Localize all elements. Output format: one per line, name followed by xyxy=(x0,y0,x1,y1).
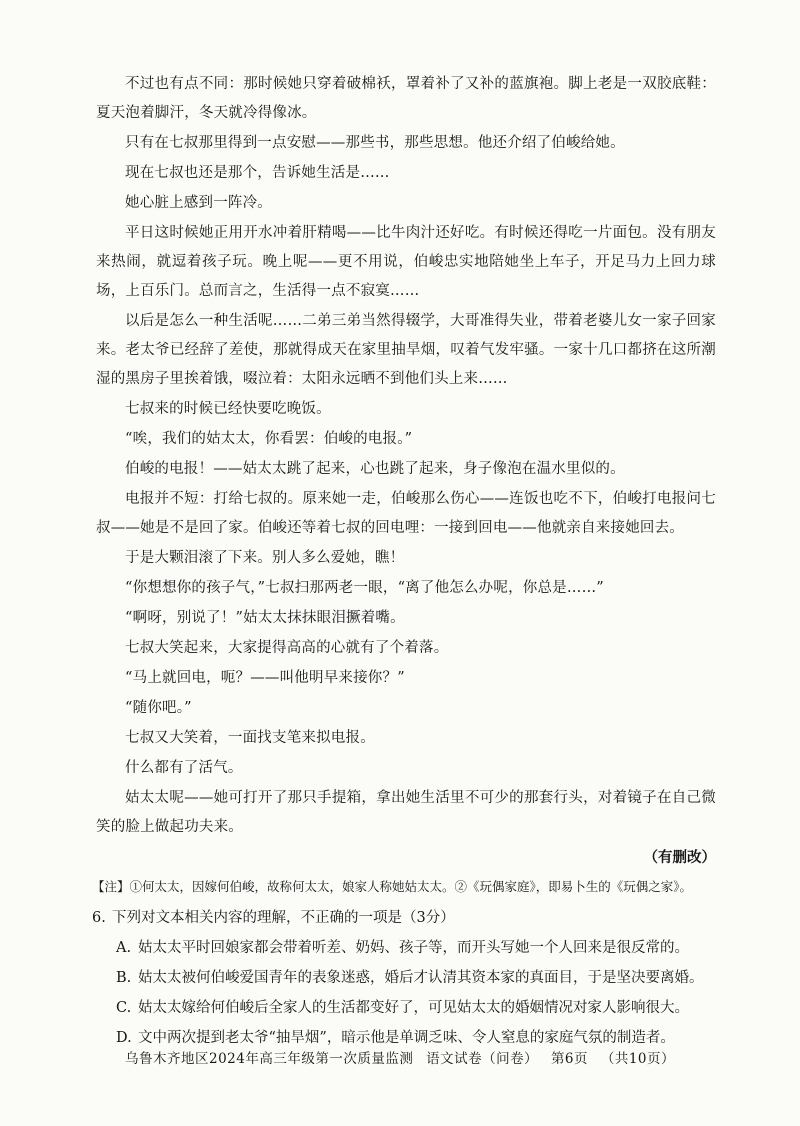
option-text: 姑太太被何伯峻爱国青年的表象迷惑，婚后才认清其资本家的真面目，于是坚决要离婚。 xyxy=(138,970,704,986)
reading-passage xyxy=(92,70,716,1053)
option-a[interactable] xyxy=(96,933,716,963)
paragraph: “唉，我们的姑太太，你看罢：伯峻的电报。” xyxy=(125,431,413,447)
paragraph: 姑太太呢——她可打开了那只手提箱，拿出她生活里不可少的那套行头，对着镜子在自己微笑的脸上做起功夫来。 xyxy=(96,790,716,835)
paper-name: 语文试卷（问卷） xyxy=(426,1051,539,1067)
paragraph: 平日这时候她正用开水冲着肝精喝——比牛肉汁还好吃。有时候还得吃一片面包。没有朋友来热闹，就逗着孩子玩。晚上呢——更不用说，伯峻忠实地陪她坐上车子，开足马力上回力球场，上百乐门。总而言之，生活得一点不寂寞…… xyxy=(96,225,716,299)
paragraph: 伯峻的电报！——姑太太跳了起来，心也跳了起来，身子像泡在温水里似的。 xyxy=(125,461,625,477)
paragraph: 现在七叔也还是那个，告诉她生活是…… xyxy=(125,165,390,181)
paragraph: 电报并不短：打给七叔的。原来她一走，伯峻那么伤心——连饭也吃不下，伯峻打电报问七叔——她是不是回了家。伯峻还等着七叔的回电哩：一接到回电——他就亲自来接她回去。 xyxy=(96,491,716,536)
option-letter: D. xyxy=(116,1030,132,1046)
annotation: 【注】①何太太，因嫁何伯峻，故称何太太，娘家人称她姑太太。②《玩偶家庭》，即易卜生的《玩偶之家》。 xyxy=(92,879,693,894)
option-b[interactable] xyxy=(96,963,716,993)
option-c[interactable] xyxy=(96,993,716,1023)
paragraph: 她心脏上感到一阵冷。 xyxy=(125,195,272,211)
option-letter: A. xyxy=(116,940,132,956)
source-note: （有删改） xyxy=(643,849,716,866)
paragraph: “随你吧。” xyxy=(125,700,192,716)
option-text: 姑太太嫁给何伯峻后全家人的生活都变好了，可见姑太太的婚姻情况对家人影响很大。 xyxy=(138,1000,689,1016)
page-number: 第6页 xyxy=(550,1051,589,1067)
question-stem xyxy=(92,903,716,933)
option-text: 姑太太平时回娘家都会带着听差、奶妈、孩子等，而开头写她一个人回来是很反常的。 xyxy=(138,940,689,956)
paragraph: 七叔来的时候已经快要吃晚饭。 xyxy=(125,401,331,417)
paragraph: 七叔大笑起来，大家提得高高的心就有了个着落。 xyxy=(125,640,449,656)
page-total: （共10页） xyxy=(600,1051,676,1067)
question-number: 6. xyxy=(92,910,106,926)
paragraph: 什么都有了活气。 xyxy=(125,760,243,776)
exam-title: 乌鲁木齐地区2024年高三年级第一次质量监测 xyxy=(124,1051,414,1067)
paragraph: 于是大颗泪滚了下来。别人多么爱她，瞧！ xyxy=(125,550,405,566)
option-letter: C. xyxy=(116,1000,132,1016)
paragraph: “啊呀，别说了！”姑太太抹抹眼泪撅着嘴。 xyxy=(125,610,405,626)
paragraph: 以后是怎么一种生活呢……二弟三弟当然得辍学，大哥准得失业，带着老婆儿女一家子回家来。老太爷已经辞了差使，那就得成天在家里抽旱烟，叹着气发牢骚。一家十几口都挤在这所潮湿的黑房子里挨着饿，啜泣着：太阳永远晒不到他们头上来…… xyxy=(96,313,716,387)
option-text: 文中两次提到老太爷“抽旱烟”，暗示他是单调乏味、令人窒息的家庭气氛的制造者。 xyxy=(138,1030,675,1046)
paragraph: 七叔又大笑着，一面找支笔来拟电报。 xyxy=(125,730,375,746)
paragraph: 只有在七叔那里得到一点安慰——那些书，那些思想。他还介绍了伯峻给她。 xyxy=(125,135,625,151)
option-letter: B. xyxy=(116,970,132,986)
page-footer xyxy=(0,1047,800,1067)
question-6 xyxy=(92,903,716,1053)
paragraph: 不过也有点不同：那时候她只穿着破棉袄，罩着补了又补的蓝旗袍。脚上老是一双胶底鞋：夏天泡着脚汗，冬天就冷得像冰。 xyxy=(96,76,716,121)
question-text: 下列对文本相关内容的理解，不正确的一项是（3分） xyxy=(112,910,455,926)
paragraph: “你想想你的孩子气，”七叔扫那两老一眼，“离了他怎么办呢，你总是……” xyxy=(125,580,604,596)
paragraph: “马上就回电，呃？——叫他明早来接你？” xyxy=(125,670,405,686)
